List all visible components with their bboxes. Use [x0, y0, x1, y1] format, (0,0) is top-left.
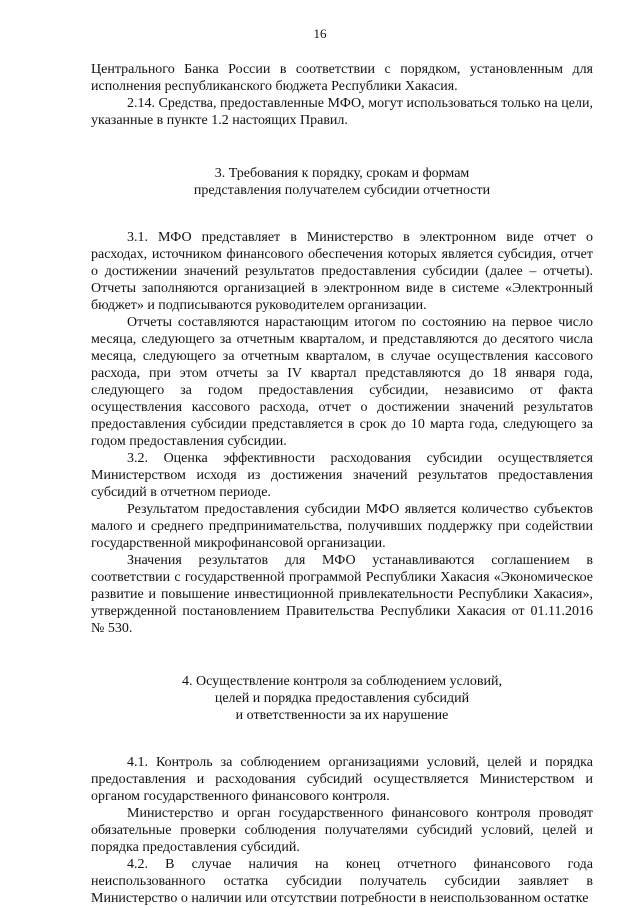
paragraph: 3.2. Оценка эффективности расходования субсидии осуществляется Министерством исходя из достижения значений результатов предоставления субсидий в отчетном периоде.	[91, 451, 593, 500]
paragraph: Министерство и орган государственного финансового контроля проводят обязательные проверки соблюдения получателями субсидий условий, целей и порядка предоставления субсидий.	[91, 806, 593, 855]
document-body	[91, 61, 593, 907]
section-4-heading	[91, 673, 593, 724]
paragraph: 4.1. Контроль за соблюдением организациями условий, целей и порядка предоставления и расходования субсидий осуществляется Министерством и органом государственного финансового контроля.	[91, 755, 593, 804]
paragraph: Центрального Банка России в соответствии с порядком, установленным для исполнения республиканского бюджета Республики Хакасия.	[91, 62, 593, 94]
heading-line: 3. Требования к порядку, срокам и формам	[214, 166, 470, 181]
heading-line: представления получателем субсидии отчетности	[193, 183, 491, 198]
paragraph: 4.2. В случае наличия на конец отчетного финансового года неиспользованного остатка субсидии получатель субсидии заявляет в Министерство о наличии или отсутствии потребности в неиспользованном остатке	[91, 857, 593, 906]
heading-line: целей и порядка предоставления субсидий	[214, 691, 470, 706]
section-3-heading	[91, 165, 593, 199]
heading-line: 4. Осуществление контроля за соблюдением условий,	[182, 674, 502, 689]
paragraph: Результатом предоставления субсидии МФО является количество субъектов малого и среднего предпринимательства, получивших поддержку при содействии государственной микрофинансовой организации.	[91, 502, 593, 551]
paragraph: 2.14. Средства, предоставленные МФО, могут использоваться только на цели, указанные в пункте 1.2 настоящих Правил.	[91, 96, 593, 128]
page-number: 16	[313, 26, 327, 41]
paragraph: Отчеты составляются нарастающим итогом по состоянию на первое число месяца, следующего за отчетным кварталом, и представляются до десятого числа месяца, следующего за отчетным кварталом, в случае осуществления кассового расхода, при этом отчеты за IV квартал представляются до 18 января года, следующего за годом предоставления субсидии, независимо от факта осуществления кассового расхода, отчет о достижении значений результатов предоставления субсидии представляется в срок до 10 марта года, следующего за годом предоставления субсидии.	[91, 315, 593, 449]
paragraph: Значения результатов для МФО устанавливаются соглашением в соответствии с государственной программой Республики Хакасия «Экономическое развитие и повышение инвестиционной привлекательности Республики Хакасия», утвержденной постановлением Правительства Республики Хакасия от 01.11.2016 № 530.	[91, 553, 593, 636]
heading-line: и ответственности за их нарушение	[235, 708, 449, 723]
paragraph: 3.1. МФО представляет в Министерство в электронном виде отчет о расходах, источником финансового обеспечения которых является субсидия, отчет о достижении значений результатов предоставления субсидии (далее – отчеты). Отчеты заполняются организацией в электронном виде в системе «Электронный бюджет» и подписываются руководителем организации.	[91, 230, 593, 313]
